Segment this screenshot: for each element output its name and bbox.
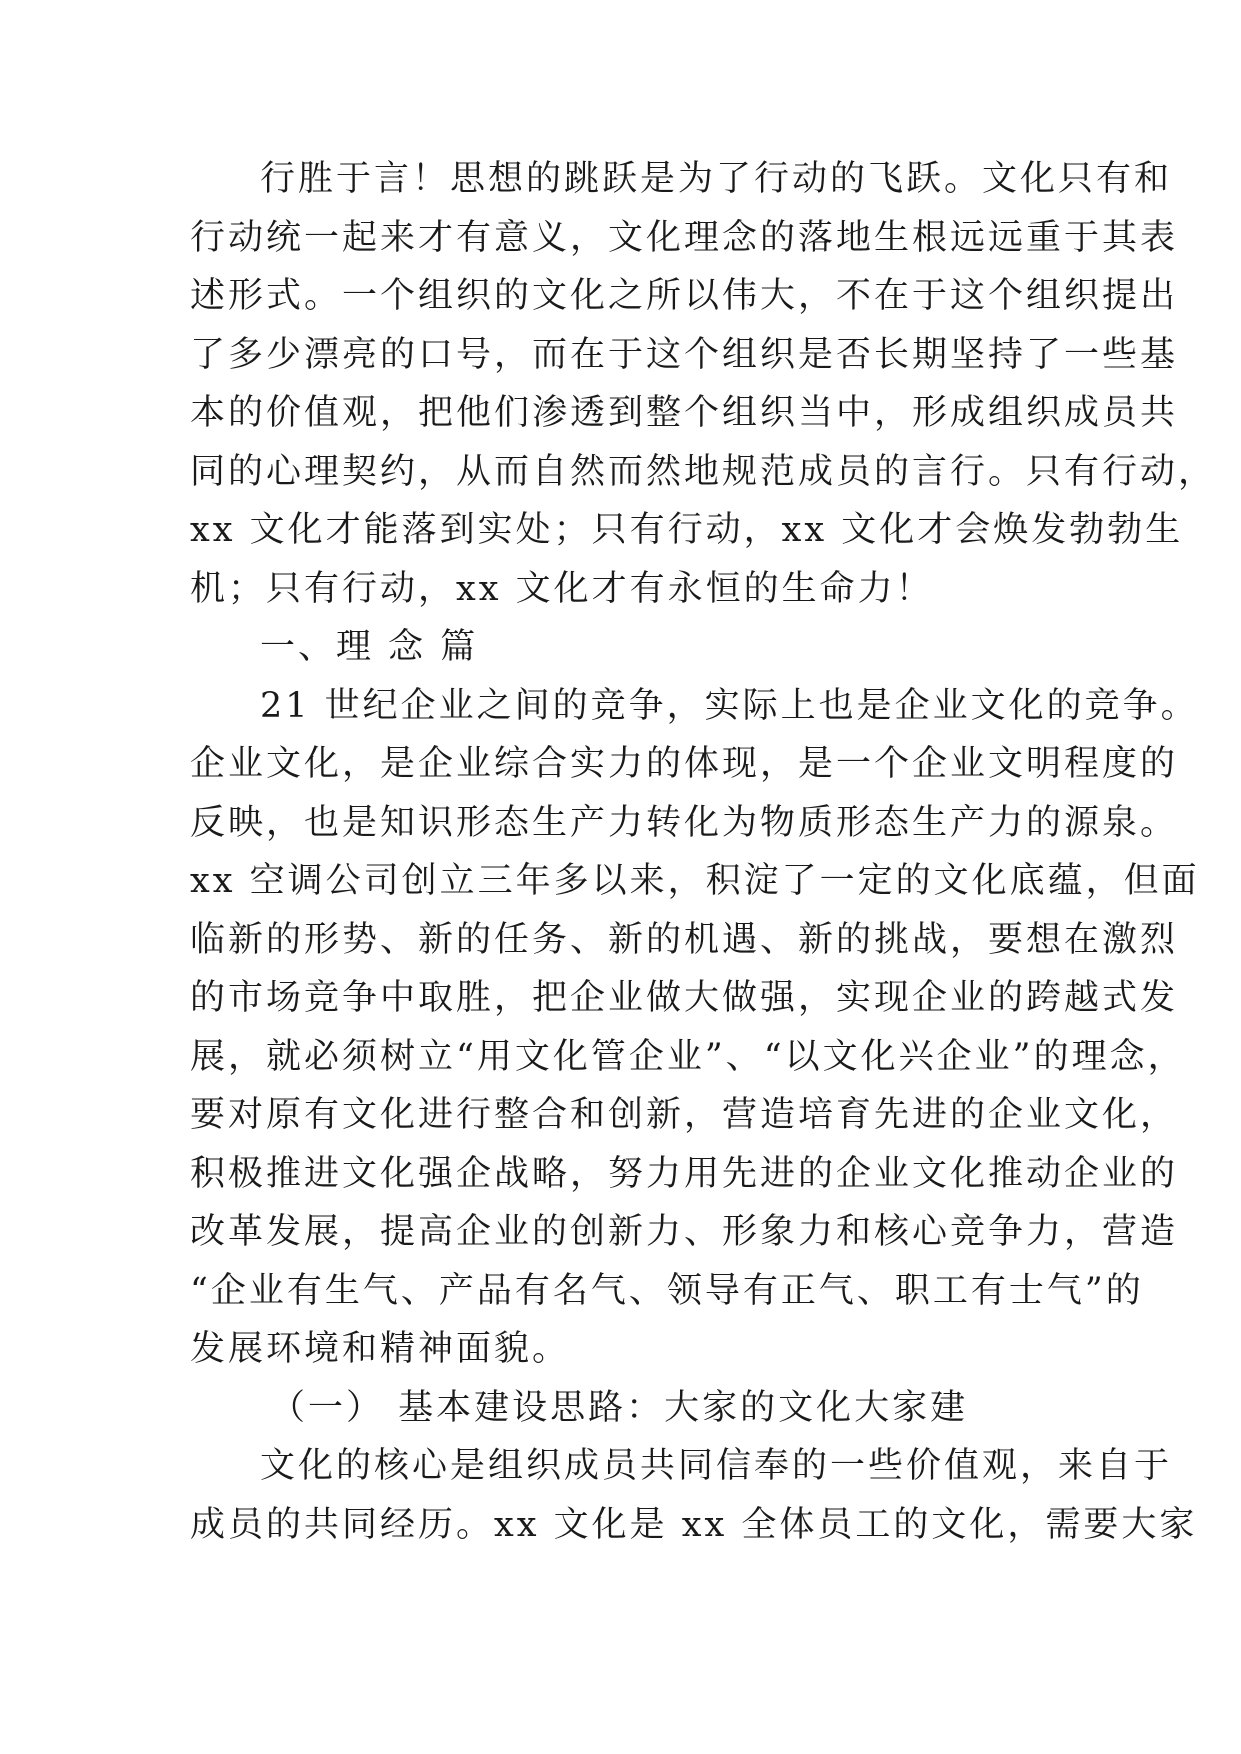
section-heading: 一、理 念 篇 [260, 627, 479, 667]
paragraph-philosophy [190, 677, 1200, 1379]
paragraph-line: 展，就必须树立“用文化管企业”、“以文化兴企业”的理念， [190, 1036, 1186, 1077]
subsection-heading: （一） 基本建设思路：大家的文化大家建 [270, 1387, 969, 1428]
paragraph-line: 行胜于言！思想的跳跃是为了行动的飞跃。文化只有和 [260, 159, 1173, 199]
paragraph-line: 临新的形势、新的任务、新的机遇、新的挑战，要想在激烈 [190, 919, 1179, 960]
paragraph-line: 反映，也是知识形态生产力转化为物质形态生产力的源泉。 [190, 802, 1179, 843]
paragraph-line: 成员的共同经历。xx 文化是 xx 全体员工的文化，需要大家 [190, 1504, 1198, 1545]
paragraph-line: 行动统一起来才有意义，文化理念的落地生根远远重于其表 [190, 217, 1179, 258]
paragraph-line: 企业文化，是企业综合实力的体现，是一个企业文明程度的 [190, 744, 1179, 784]
paragraph-line: 本的价值观，把他们渗透到整个组织当中，形成组织成员共 [190, 393, 1179, 433]
paragraph-line: 了多少漂亮的口号，而在于这个组织是否长期坚持了一些基 [190, 334, 1179, 375]
paragraph-line: 21 世纪企业之间的竞争，实际上也是企业文化的竞争。 [260, 685, 1199, 726]
paragraph-line: 机；只有行动，xx 文化才有永恒的生命力！ [190, 568, 934, 609]
paragraph-line: 积极推进文化强企战略，努力用先进的企业文化推动企业的 [190, 1153, 1179, 1194]
paragraph-culture-core [190, 1437, 1198, 1554]
paragraph-line: “企业有生气、产品有名气、领导有正气、职工有士气”的 [190, 1270, 1144, 1311]
paragraph-line: 文化的核心是组织成员共同信奉的一些价值观，来自于 [260, 1446, 1173, 1486]
paragraph-line: xx 文化才能落到实处；只有行动，xx 文化才会焕发勃勃生 [190, 510, 1184, 550]
paragraph-line: 改革发展，提高企业的创新力、形象力和核心竞争力，营造 [190, 1212, 1179, 1252]
paragraph-line: 要对原有文化进行整合和创新，营造培育先进的企业文化， [190, 1095, 1179, 1135]
paragraph-line: xx 空调公司创立三年多以来，积淀了一定的文化底蕴，但面 [190, 861, 1200, 901]
paragraph-line: 的市场竞争中取胜，把企业做大做强，实现企业的跨越式发 [190, 978, 1179, 1018]
paragraph-line: 同的心理契约，从而自然而然地规范成员的言行。只有行动， [190, 451, 1217, 492]
paragraph-line: 述形式。一个组织的文化之所以伟大，不在于这个组织提出 [190, 276, 1179, 316]
paragraph-action [190, 150, 1217, 618]
paragraph-line: 发展环境和精神面貌。 [190, 1329, 571, 1369]
document-body [190, 150, 1217, 1554]
